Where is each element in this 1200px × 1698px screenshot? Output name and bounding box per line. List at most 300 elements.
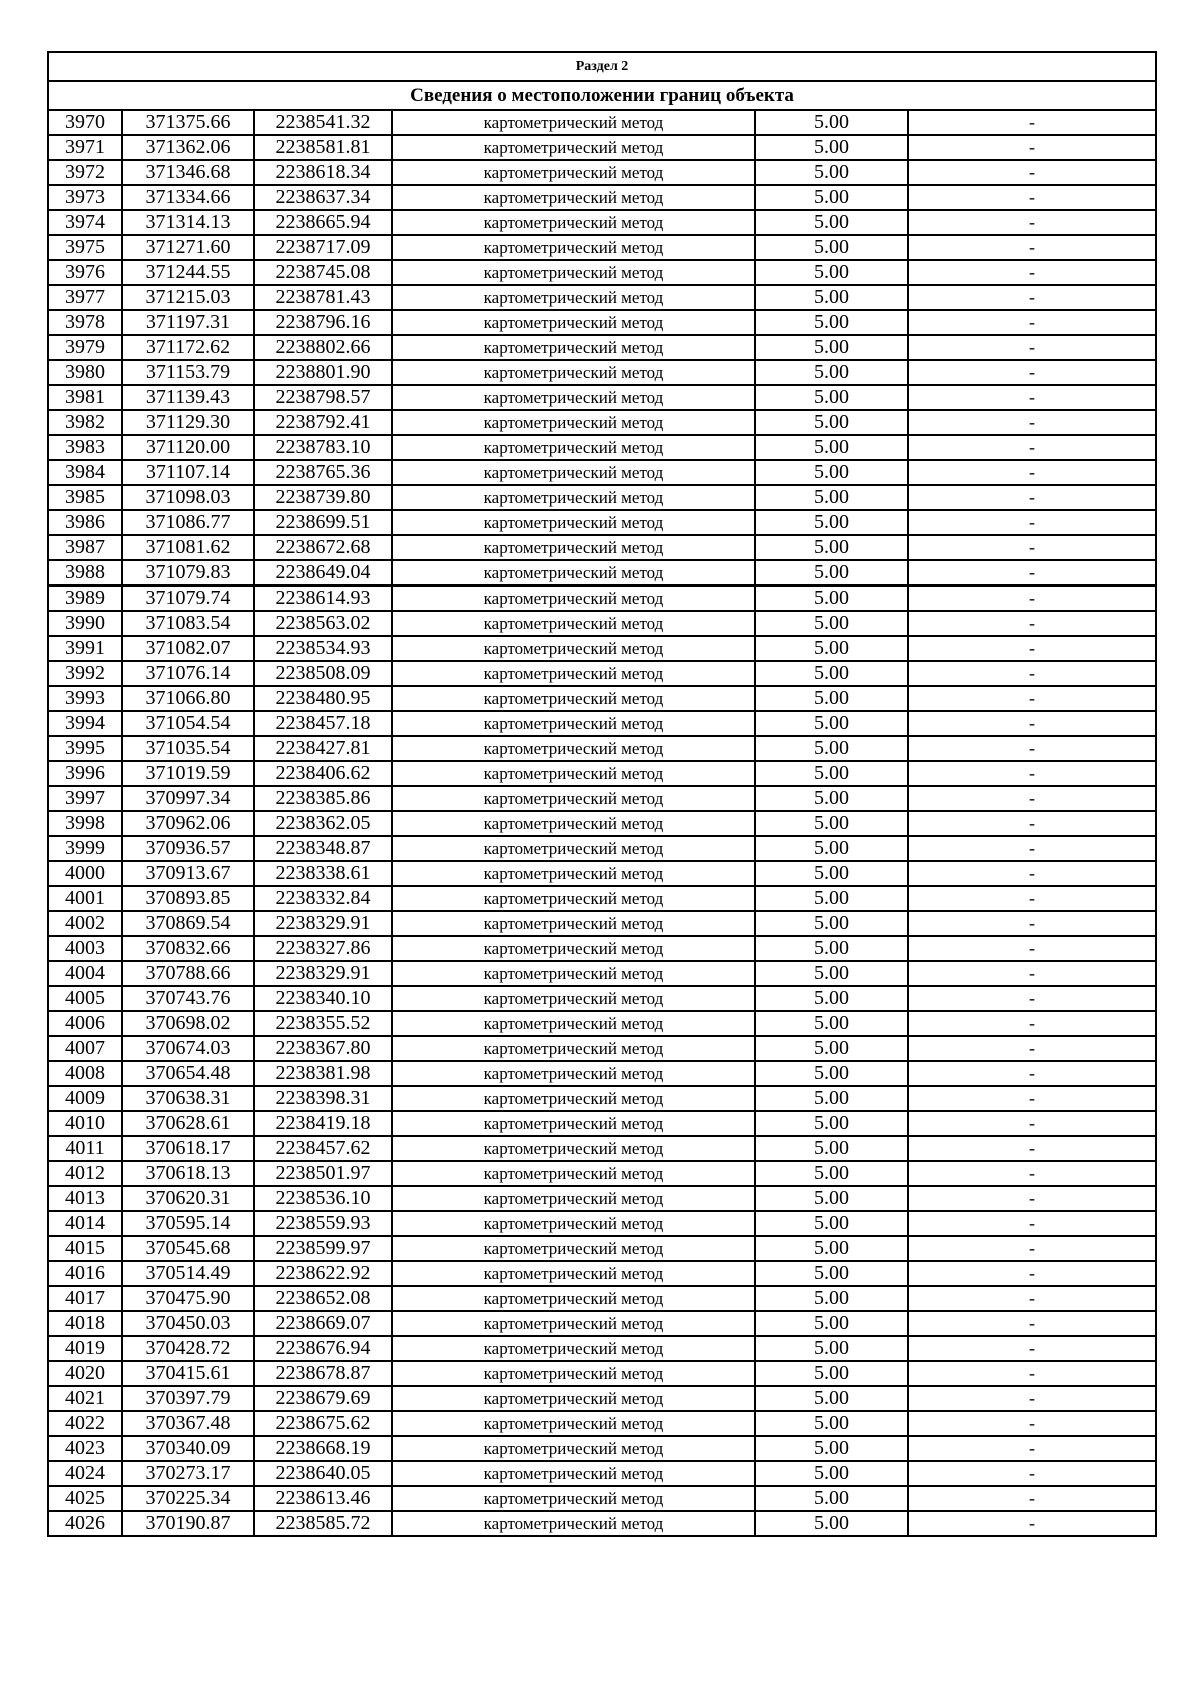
table-row bbox=[48, 210, 1156, 235]
accuracy-cell: 5.00 bbox=[755, 1061, 908, 1086]
accuracy-cell: 5.00 bbox=[755, 736, 908, 761]
note-cell: - bbox=[908, 611, 1156, 636]
table-row bbox=[48, 1011, 1156, 1036]
table-row bbox=[48, 410, 1156, 435]
x-coordinate-cell: 370962.06 bbox=[122, 811, 254, 836]
note-cell: - bbox=[908, 1136, 1156, 1161]
method-cell: картометрический метод bbox=[392, 385, 755, 410]
y-coordinate-cell: 2238362.05 bbox=[254, 811, 392, 836]
method-cell: картометрический метод bbox=[392, 110, 755, 135]
note-cell: - bbox=[908, 686, 1156, 711]
accuracy-cell: 5.00 bbox=[755, 986, 908, 1011]
accuracy-cell: 5.00 bbox=[755, 410, 908, 435]
method-cell: картометрический метод bbox=[392, 260, 755, 285]
note-cell: - bbox=[908, 1086, 1156, 1111]
table-row bbox=[48, 260, 1156, 285]
x-coordinate-cell: 370698.02 bbox=[122, 1011, 254, 1036]
method-cell: картометрический метод bbox=[392, 1461, 755, 1486]
note-cell: - bbox=[908, 1261, 1156, 1286]
method-cell: картометрический метод bbox=[392, 586, 755, 612]
note-cell: - bbox=[908, 1236, 1156, 1261]
note-cell: - bbox=[908, 560, 1156, 586]
note-cell: - bbox=[908, 861, 1156, 886]
accuracy-cell: 5.00 bbox=[755, 961, 908, 986]
note-cell: - bbox=[908, 1011, 1156, 1036]
x-coordinate-cell: 371197.31 bbox=[122, 310, 254, 335]
accuracy-cell: 5.00 bbox=[755, 285, 908, 310]
table-row bbox=[48, 811, 1156, 836]
y-coordinate-cell: 2238640.05 bbox=[254, 1461, 392, 1486]
point-number-cell: 4008 bbox=[48, 1061, 122, 1086]
y-coordinate-cell: 2238801.90 bbox=[254, 360, 392, 385]
x-coordinate-cell: 371079.74 bbox=[122, 586, 254, 612]
method-cell: картометрический метод bbox=[392, 1361, 755, 1386]
note-cell: - bbox=[908, 1361, 1156, 1386]
x-coordinate-cell: 370190.87 bbox=[122, 1511, 254, 1536]
accuracy-cell: 5.00 bbox=[755, 761, 908, 786]
point-number-cell: 3975 bbox=[48, 235, 122, 260]
y-coordinate-cell: 2238427.81 bbox=[254, 736, 392, 761]
note-cell: - bbox=[908, 1111, 1156, 1136]
x-coordinate-cell: 370832.66 bbox=[122, 936, 254, 961]
note-cell: - bbox=[908, 1161, 1156, 1186]
table-row bbox=[48, 786, 1156, 811]
table-row bbox=[48, 560, 1156, 586]
y-coordinate-cell: 2238457.18 bbox=[254, 711, 392, 736]
point-number-cell: 4018 bbox=[48, 1311, 122, 1336]
table-row bbox=[48, 535, 1156, 560]
table-row bbox=[48, 1486, 1156, 1511]
point-number-cell: 3984 bbox=[48, 460, 122, 485]
table-row bbox=[48, 360, 1156, 385]
method-cell: картометрический метод bbox=[392, 435, 755, 460]
note-cell: - bbox=[908, 1286, 1156, 1311]
x-coordinate-cell: 370475.90 bbox=[122, 1286, 254, 1311]
point-number-cell: 4014 bbox=[48, 1211, 122, 1236]
x-coordinate-cell: 370545.68 bbox=[122, 1236, 254, 1261]
x-coordinate-cell: 371082.07 bbox=[122, 636, 254, 661]
accuracy-cell: 5.00 bbox=[755, 711, 908, 736]
method-cell: картометрический метод bbox=[392, 961, 755, 986]
x-coordinate-cell: 371076.14 bbox=[122, 661, 254, 686]
point-number-cell: 4003 bbox=[48, 936, 122, 961]
accuracy-cell: 5.00 bbox=[755, 686, 908, 711]
accuracy-cell: 5.00 bbox=[755, 535, 908, 560]
point-number-cell: 3991 bbox=[48, 636, 122, 661]
x-coordinate-cell: 371346.68 bbox=[122, 160, 254, 185]
table-row bbox=[48, 711, 1156, 736]
x-coordinate-cell: 370367.48 bbox=[122, 1411, 254, 1436]
accuracy-cell: 5.00 bbox=[755, 586, 908, 612]
table-row bbox=[48, 936, 1156, 961]
x-coordinate-cell: 371086.77 bbox=[122, 510, 254, 535]
method-cell: картометрический метод bbox=[392, 936, 755, 961]
accuracy-cell: 5.00 bbox=[755, 360, 908, 385]
method-cell: картометрический метод bbox=[392, 1286, 755, 1311]
x-coordinate-cell: 370340.09 bbox=[122, 1436, 254, 1461]
note-cell: - bbox=[908, 586, 1156, 612]
method-cell: картометрический метод bbox=[392, 1036, 755, 1061]
point-number-cell: 4015 bbox=[48, 1236, 122, 1261]
accuracy-cell: 5.00 bbox=[755, 1086, 908, 1111]
note-cell: - bbox=[908, 636, 1156, 661]
note-cell: - bbox=[908, 210, 1156, 235]
x-coordinate-cell: 370428.72 bbox=[122, 1336, 254, 1361]
y-coordinate-cell: 2238327.86 bbox=[254, 936, 392, 961]
table-row bbox=[48, 886, 1156, 911]
table-row bbox=[48, 836, 1156, 861]
y-coordinate-cell: 2238508.09 bbox=[254, 661, 392, 686]
y-coordinate-cell: 2238652.08 bbox=[254, 1286, 392, 1311]
y-coordinate-cell: 2238367.80 bbox=[254, 1036, 392, 1061]
y-coordinate-cell: 2238739.80 bbox=[254, 485, 392, 510]
y-coordinate-cell: 2238649.04 bbox=[254, 560, 392, 586]
y-coordinate-cell: 2238783.10 bbox=[254, 435, 392, 460]
point-number-cell: 4024 bbox=[48, 1461, 122, 1486]
accuracy-cell: 5.00 bbox=[755, 1111, 908, 1136]
x-coordinate-cell: 371081.62 bbox=[122, 535, 254, 560]
x-coordinate-cell: 371083.54 bbox=[122, 611, 254, 636]
x-coordinate-cell: 370415.61 bbox=[122, 1361, 254, 1386]
accuracy-cell: 5.00 bbox=[755, 335, 908, 360]
point-number-cell: 3996 bbox=[48, 761, 122, 786]
point-number-cell: 3994 bbox=[48, 711, 122, 736]
note-cell: - bbox=[908, 1211, 1156, 1236]
table-row bbox=[48, 686, 1156, 711]
y-coordinate-cell: 2238559.93 bbox=[254, 1211, 392, 1236]
accuracy-cell: 5.00 bbox=[755, 510, 908, 535]
y-coordinate-cell: 2238668.19 bbox=[254, 1436, 392, 1461]
note-cell: - bbox=[908, 986, 1156, 1011]
method-cell: картометрический метод bbox=[392, 410, 755, 435]
point-number-cell: 3989 bbox=[48, 586, 122, 612]
y-coordinate-cell: 2238581.81 bbox=[254, 135, 392, 160]
note-cell: - bbox=[908, 1036, 1156, 1061]
method-cell: картометрический метод bbox=[392, 485, 755, 510]
y-coordinate-cell: 2238679.69 bbox=[254, 1386, 392, 1411]
y-coordinate-cell: 2238398.31 bbox=[254, 1086, 392, 1111]
table-row bbox=[48, 1336, 1156, 1361]
accuracy-cell: 5.00 bbox=[755, 160, 908, 185]
table-row bbox=[48, 1461, 1156, 1486]
method-cell: картометрический метод bbox=[392, 1386, 755, 1411]
y-coordinate-cell: 2238355.52 bbox=[254, 1011, 392, 1036]
y-coordinate-cell: 2238332.84 bbox=[254, 886, 392, 911]
accuracy-cell: 5.00 bbox=[755, 1261, 908, 1286]
note-cell: - bbox=[908, 911, 1156, 936]
y-coordinate-cell: 2238672.68 bbox=[254, 535, 392, 560]
table-row bbox=[48, 135, 1156, 160]
accuracy-cell: 5.00 bbox=[755, 185, 908, 210]
accuracy-cell: 5.00 bbox=[755, 1136, 908, 1161]
note-cell: - bbox=[908, 310, 1156, 335]
method-cell: картометрический метод bbox=[392, 1311, 755, 1336]
x-coordinate-cell: 371035.54 bbox=[122, 736, 254, 761]
y-coordinate-cell: 2238792.41 bbox=[254, 410, 392, 435]
method-cell: картометрический метод bbox=[392, 661, 755, 686]
method-cell: картометрический метод bbox=[392, 836, 755, 861]
y-coordinate-cell: 2238338.61 bbox=[254, 861, 392, 886]
note-cell: - bbox=[908, 1411, 1156, 1436]
method-cell: картометрический метод bbox=[392, 1261, 755, 1286]
note-cell: - bbox=[908, 460, 1156, 485]
table-row bbox=[48, 611, 1156, 636]
accuracy-cell: 5.00 bbox=[755, 1411, 908, 1436]
point-number-cell: 4012 bbox=[48, 1161, 122, 1186]
method-cell: картометрический метод bbox=[392, 1061, 755, 1086]
x-coordinate-cell: 370618.17 bbox=[122, 1136, 254, 1161]
x-coordinate-cell: 370674.03 bbox=[122, 1036, 254, 1061]
accuracy-cell: 5.00 bbox=[755, 836, 908, 861]
table-row bbox=[48, 285, 1156, 310]
note-cell: - bbox=[908, 1186, 1156, 1211]
note-cell: - bbox=[908, 510, 1156, 535]
note-cell: - bbox=[908, 1311, 1156, 1336]
point-number-cell: 4001 bbox=[48, 886, 122, 911]
y-coordinate-cell: 2238798.57 bbox=[254, 385, 392, 410]
y-coordinate-cell: 2238676.94 bbox=[254, 1336, 392, 1361]
table-row bbox=[48, 1361, 1156, 1386]
table-row bbox=[48, 1261, 1156, 1286]
point-number-cell: 4006 bbox=[48, 1011, 122, 1036]
method-cell: картометрический метод bbox=[392, 285, 755, 310]
x-coordinate-cell: 371172.62 bbox=[122, 335, 254, 360]
table-row bbox=[48, 385, 1156, 410]
accuracy-cell: 5.00 bbox=[755, 460, 908, 485]
table-row bbox=[48, 1111, 1156, 1136]
note-cell: - bbox=[908, 736, 1156, 761]
point-number-cell: 4020 bbox=[48, 1361, 122, 1386]
table-title: Сведения о местоположении границ объекта bbox=[48, 81, 1156, 110]
table-body bbox=[48, 52, 1156, 1536]
accuracy-cell: 5.00 bbox=[755, 1311, 908, 1336]
note-cell: - bbox=[908, 661, 1156, 686]
table-row bbox=[48, 160, 1156, 185]
table-row bbox=[48, 736, 1156, 761]
note-cell: - bbox=[908, 1336, 1156, 1361]
point-number-cell: 3982 bbox=[48, 410, 122, 435]
table-row bbox=[48, 435, 1156, 460]
point-number-cell: 3977 bbox=[48, 285, 122, 310]
method-cell: картометрический метод bbox=[392, 711, 755, 736]
note-cell: - bbox=[908, 160, 1156, 185]
note-cell: - bbox=[908, 260, 1156, 285]
point-number-cell: 4007 bbox=[48, 1036, 122, 1061]
note-cell: - bbox=[908, 110, 1156, 135]
accuracy-cell: 5.00 bbox=[755, 435, 908, 460]
table-row bbox=[48, 911, 1156, 936]
point-number-cell: 4013 bbox=[48, 1186, 122, 1211]
accuracy-cell: 5.00 bbox=[755, 260, 908, 285]
y-coordinate-cell: 2238501.97 bbox=[254, 1161, 392, 1186]
table-row bbox=[48, 1061, 1156, 1086]
point-number-cell: 4005 bbox=[48, 986, 122, 1011]
x-coordinate-cell: 370743.76 bbox=[122, 986, 254, 1011]
x-coordinate-cell: 370997.34 bbox=[122, 786, 254, 811]
note-cell: - bbox=[908, 135, 1156, 160]
method-cell: картометрический метод bbox=[392, 235, 755, 260]
x-coordinate-cell: 371153.79 bbox=[122, 360, 254, 385]
y-coordinate-cell: 2238637.34 bbox=[254, 185, 392, 210]
point-number-cell: 3995 bbox=[48, 736, 122, 761]
y-coordinate-cell: 2238536.10 bbox=[254, 1186, 392, 1211]
note-cell: - bbox=[908, 1061, 1156, 1086]
note-cell: - bbox=[908, 711, 1156, 736]
note-cell: - bbox=[908, 886, 1156, 911]
table-row bbox=[48, 1286, 1156, 1311]
y-coordinate-cell: 2238613.46 bbox=[254, 1486, 392, 1511]
table-row bbox=[48, 861, 1156, 886]
method-cell: картометрический метод bbox=[392, 1186, 755, 1211]
note-cell: - bbox=[908, 786, 1156, 811]
y-coordinate-cell: 2238796.16 bbox=[254, 310, 392, 335]
x-coordinate-cell: 370620.31 bbox=[122, 1186, 254, 1211]
point-number-cell: 3980 bbox=[48, 360, 122, 385]
x-coordinate-cell: 370638.31 bbox=[122, 1086, 254, 1111]
accuracy-cell: 5.00 bbox=[755, 861, 908, 886]
accuracy-cell: 5.00 bbox=[755, 1436, 908, 1461]
point-number-cell: 3976 bbox=[48, 260, 122, 285]
x-coordinate-cell: 370869.54 bbox=[122, 911, 254, 936]
x-coordinate-cell: 370893.85 bbox=[122, 886, 254, 911]
x-coordinate-cell: 371334.66 bbox=[122, 185, 254, 210]
point-number-cell: 3987 bbox=[48, 535, 122, 560]
x-coordinate-cell: 371079.83 bbox=[122, 560, 254, 586]
y-coordinate-cell: 2238480.95 bbox=[254, 686, 392, 711]
method-cell: картометрический метод bbox=[392, 1086, 755, 1111]
y-coordinate-cell: 2238675.62 bbox=[254, 1411, 392, 1436]
method-cell: картометрический метод bbox=[392, 1211, 755, 1236]
point-number-cell: 3970 bbox=[48, 110, 122, 135]
method-cell: картометрический метод bbox=[392, 510, 755, 535]
accuracy-cell: 5.00 bbox=[755, 1236, 908, 1261]
point-number-cell: 3978 bbox=[48, 310, 122, 335]
accuracy-cell: 5.00 bbox=[755, 1011, 908, 1036]
note-cell: - bbox=[908, 1386, 1156, 1411]
x-coordinate-cell: 371066.80 bbox=[122, 686, 254, 711]
title-row bbox=[48, 81, 1156, 110]
x-coordinate-cell: 370450.03 bbox=[122, 1311, 254, 1336]
y-coordinate-cell: 2238541.32 bbox=[254, 110, 392, 135]
table-row bbox=[48, 986, 1156, 1011]
point-number-cell: 4010 bbox=[48, 1111, 122, 1136]
point-number-cell: 3988 bbox=[48, 560, 122, 586]
note-cell: - bbox=[908, 385, 1156, 410]
y-coordinate-cell: 2238385.86 bbox=[254, 786, 392, 811]
method-cell: картометрический метод bbox=[392, 560, 755, 586]
note-cell: - bbox=[908, 435, 1156, 460]
note-cell: - bbox=[908, 836, 1156, 861]
y-coordinate-cell: 2238585.72 bbox=[254, 1511, 392, 1536]
method-cell: картометрический метод bbox=[392, 1236, 755, 1261]
y-coordinate-cell: 2238781.43 bbox=[254, 285, 392, 310]
method-cell: картометрический метод bbox=[392, 686, 755, 711]
point-number-cell: 3992 bbox=[48, 661, 122, 686]
table-row bbox=[48, 636, 1156, 661]
x-coordinate-cell: 371054.54 bbox=[122, 711, 254, 736]
y-coordinate-cell: 2238348.87 bbox=[254, 836, 392, 861]
y-coordinate-cell: 2238406.62 bbox=[254, 761, 392, 786]
y-coordinate-cell: 2238669.07 bbox=[254, 1311, 392, 1336]
point-number-cell: 4025 bbox=[48, 1486, 122, 1511]
note-cell: - bbox=[908, 811, 1156, 836]
point-number-cell: 4017 bbox=[48, 1286, 122, 1311]
y-coordinate-cell: 2238765.36 bbox=[254, 460, 392, 485]
y-coordinate-cell: 2238802.66 bbox=[254, 335, 392, 360]
x-coordinate-cell: 370788.66 bbox=[122, 961, 254, 986]
point-number-cell: 4004 bbox=[48, 961, 122, 986]
point-number-cell: 4026 bbox=[48, 1511, 122, 1536]
accuracy-cell: 5.00 bbox=[755, 636, 908, 661]
method-cell: картометрический метод bbox=[392, 310, 755, 335]
point-number-cell: 3979 bbox=[48, 335, 122, 360]
note-cell: - bbox=[908, 360, 1156, 385]
note-cell: - bbox=[908, 335, 1156, 360]
note-cell: - bbox=[908, 961, 1156, 986]
y-coordinate-cell: 2238457.62 bbox=[254, 1136, 392, 1161]
method-cell: картометрический метод bbox=[392, 636, 755, 661]
x-coordinate-cell: 371314.13 bbox=[122, 210, 254, 235]
point-number-cell: 4021 bbox=[48, 1386, 122, 1411]
method-cell: картометрический метод bbox=[392, 360, 755, 385]
point-number-cell: 4000 bbox=[48, 861, 122, 886]
note-cell: - bbox=[908, 410, 1156, 435]
point-number-cell: 4023 bbox=[48, 1436, 122, 1461]
x-coordinate-cell: 371139.43 bbox=[122, 385, 254, 410]
method-cell: картометрический метод bbox=[392, 1511, 755, 1536]
x-coordinate-cell: 371120.00 bbox=[122, 435, 254, 460]
note-cell: - bbox=[908, 285, 1156, 310]
y-coordinate-cell: 2238665.94 bbox=[254, 210, 392, 235]
table-row bbox=[48, 661, 1156, 686]
accuracy-cell: 5.00 bbox=[755, 1211, 908, 1236]
x-coordinate-cell: 371129.30 bbox=[122, 410, 254, 435]
accuracy-cell: 5.00 bbox=[755, 936, 908, 961]
point-number-cell: 3993 bbox=[48, 686, 122, 711]
accuracy-cell: 5.00 bbox=[755, 385, 908, 410]
x-coordinate-cell: 371098.03 bbox=[122, 485, 254, 510]
x-coordinate-cell: 371244.55 bbox=[122, 260, 254, 285]
accuracy-cell: 5.00 bbox=[755, 661, 908, 686]
y-coordinate-cell: 2238622.92 bbox=[254, 1261, 392, 1286]
table-row bbox=[48, 1136, 1156, 1161]
accuracy-cell: 5.00 bbox=[755, 310, 908, 335]
note-cell: - bbox=[908, 761, 1156, 786]
method-cell: картометрический метод bbox=[392, 210, 755, 235]
table-row bbox=[48, 586, 1156, 612]
note-cell: - bbox=[908, 1436, 1156, 1461]
table-row bbox=[48, 1411, 1156, 1436]
note-cell: - bbox=[908, 485, 1156, 510]
x-coordinate-cell: 371019.59 bbox=[122, 761, 254, 786]
method-cell: картометрический метод bbox=[392, 761, 755, 786]
accuracy-cell: 5.00 bbox=[755, 485, 908, 510]
accuracy-cell: 5.00 bbox=[755, 1461, 908, 1486]
accuracy-cell: 5.00 bbox=[755, 786, 908, 811]
table-row bbox=[48, 1036, 1156, 1061]
note-cell: - bbox=[908, 185, 1156, 210]
accuracy-cell: 5.00 bbox=[755, 1336, 908, 1361]
method-cell: картометрический метод bbox=[392, 811, 755, 836]
y-coordinate-cell: 2238340.10 bbox=[254, 986, 392, 1011]
table-row bbox=[48, 1236, 1156, 1261]
accuracy-cell: 5.00 bbox=[755, 1486, 908, 1511]
point-number-cell: 3985 bbox=[48, 485, 122, 510]
y-coordinate-cell: 2238599.97 bbox=[254, 1236, 392, 1261]
accuracy-cell: 5.00 bbox=[755, 1286, 908, 1311]
point-number-cell: 3971 bbox=[48, 135, 122, 160]
point-number-cell: 3997 bbox=[48, 786, 122, 811]
